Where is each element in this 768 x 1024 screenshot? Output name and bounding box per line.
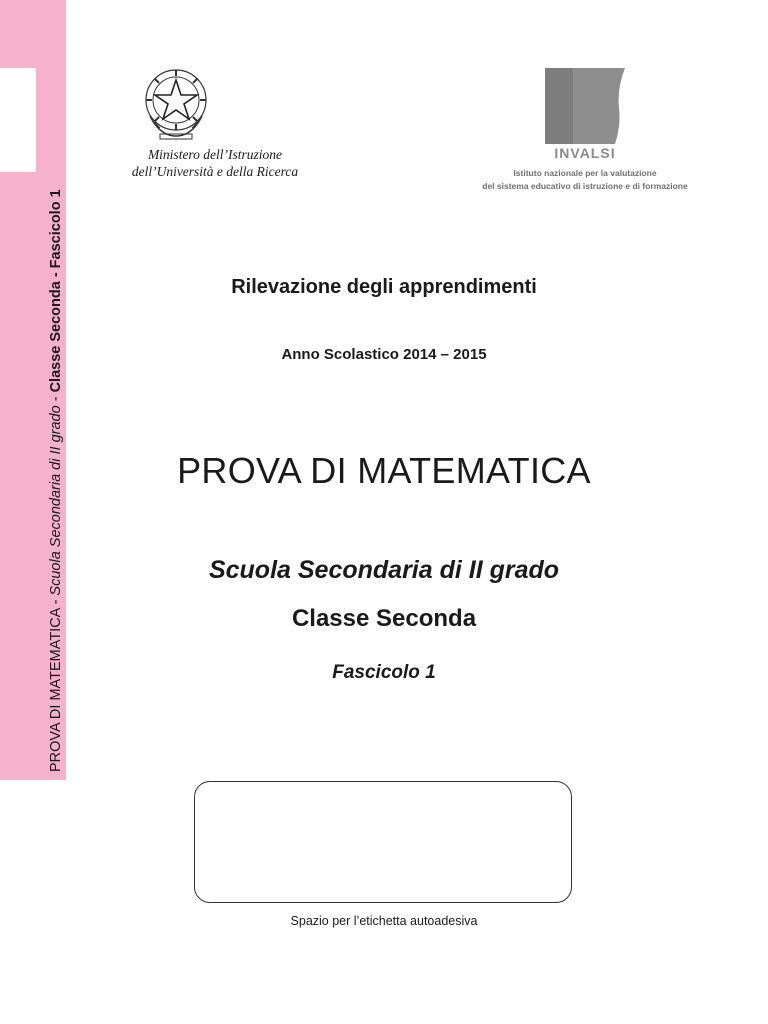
ministry-name	[60, 146, 370, 180]
sticker-label-caption: Spazio per l’etichetta autoadesiva	[290, 914, 478, 928]
school-level: Scuola Secondaria di II grado	[208, 556, 560, 584]
ministry-line1: Ministero dell’Istruzione	[147, 147, 283, 162]
invalsi-subtitle	[470, 167, 700, 193]
invalsi-sub-line1: Istituto nazionale per la valutazione	[513, 168, 657, 178]
side-band-part3: -	[48, 392, 64, 406]
ministry-line2: dell’Università e della Ricerca	[131, 164, 299, 179]
test-title: PROVA DI MATEMATICA	[177, 450, 591, 491]
invalsi-flag-icon	[545, 68, 625, 144]
booklet-number: Fascicolo 1	[332, 662, 436, 683]
sticker-label-box	[194, 781, 572, 903]
side-band-part1: PROVA DI MATEMATICA -	[48, 595, 64, 772]
class-name: Classe Seconda	[291, 605, 477, 632]
invalsi-sub-line2: del sistema educativo di istruzione e di formazione	[482, 181, 688, 191]
side-band-part4: Classe Seconda - Fascicolo 1	[48, 189, 64, 393]
school-year: Anno Scolastico 2014 – 2015	[281, 346, 487, 363]
side-band-part2: Scuola Secondaria di II grado	[48, 405, 64, 596]
italian-republic-emblem-icon	[140, 66, 212, 142]
invalsi-name: INVALSI	[554, 145, 616, 161]
assessment-title: Rilevazione degli apprendimenti	[231, 276, 537, 298]
side-band-notch	[0, 68, 36, 172]
